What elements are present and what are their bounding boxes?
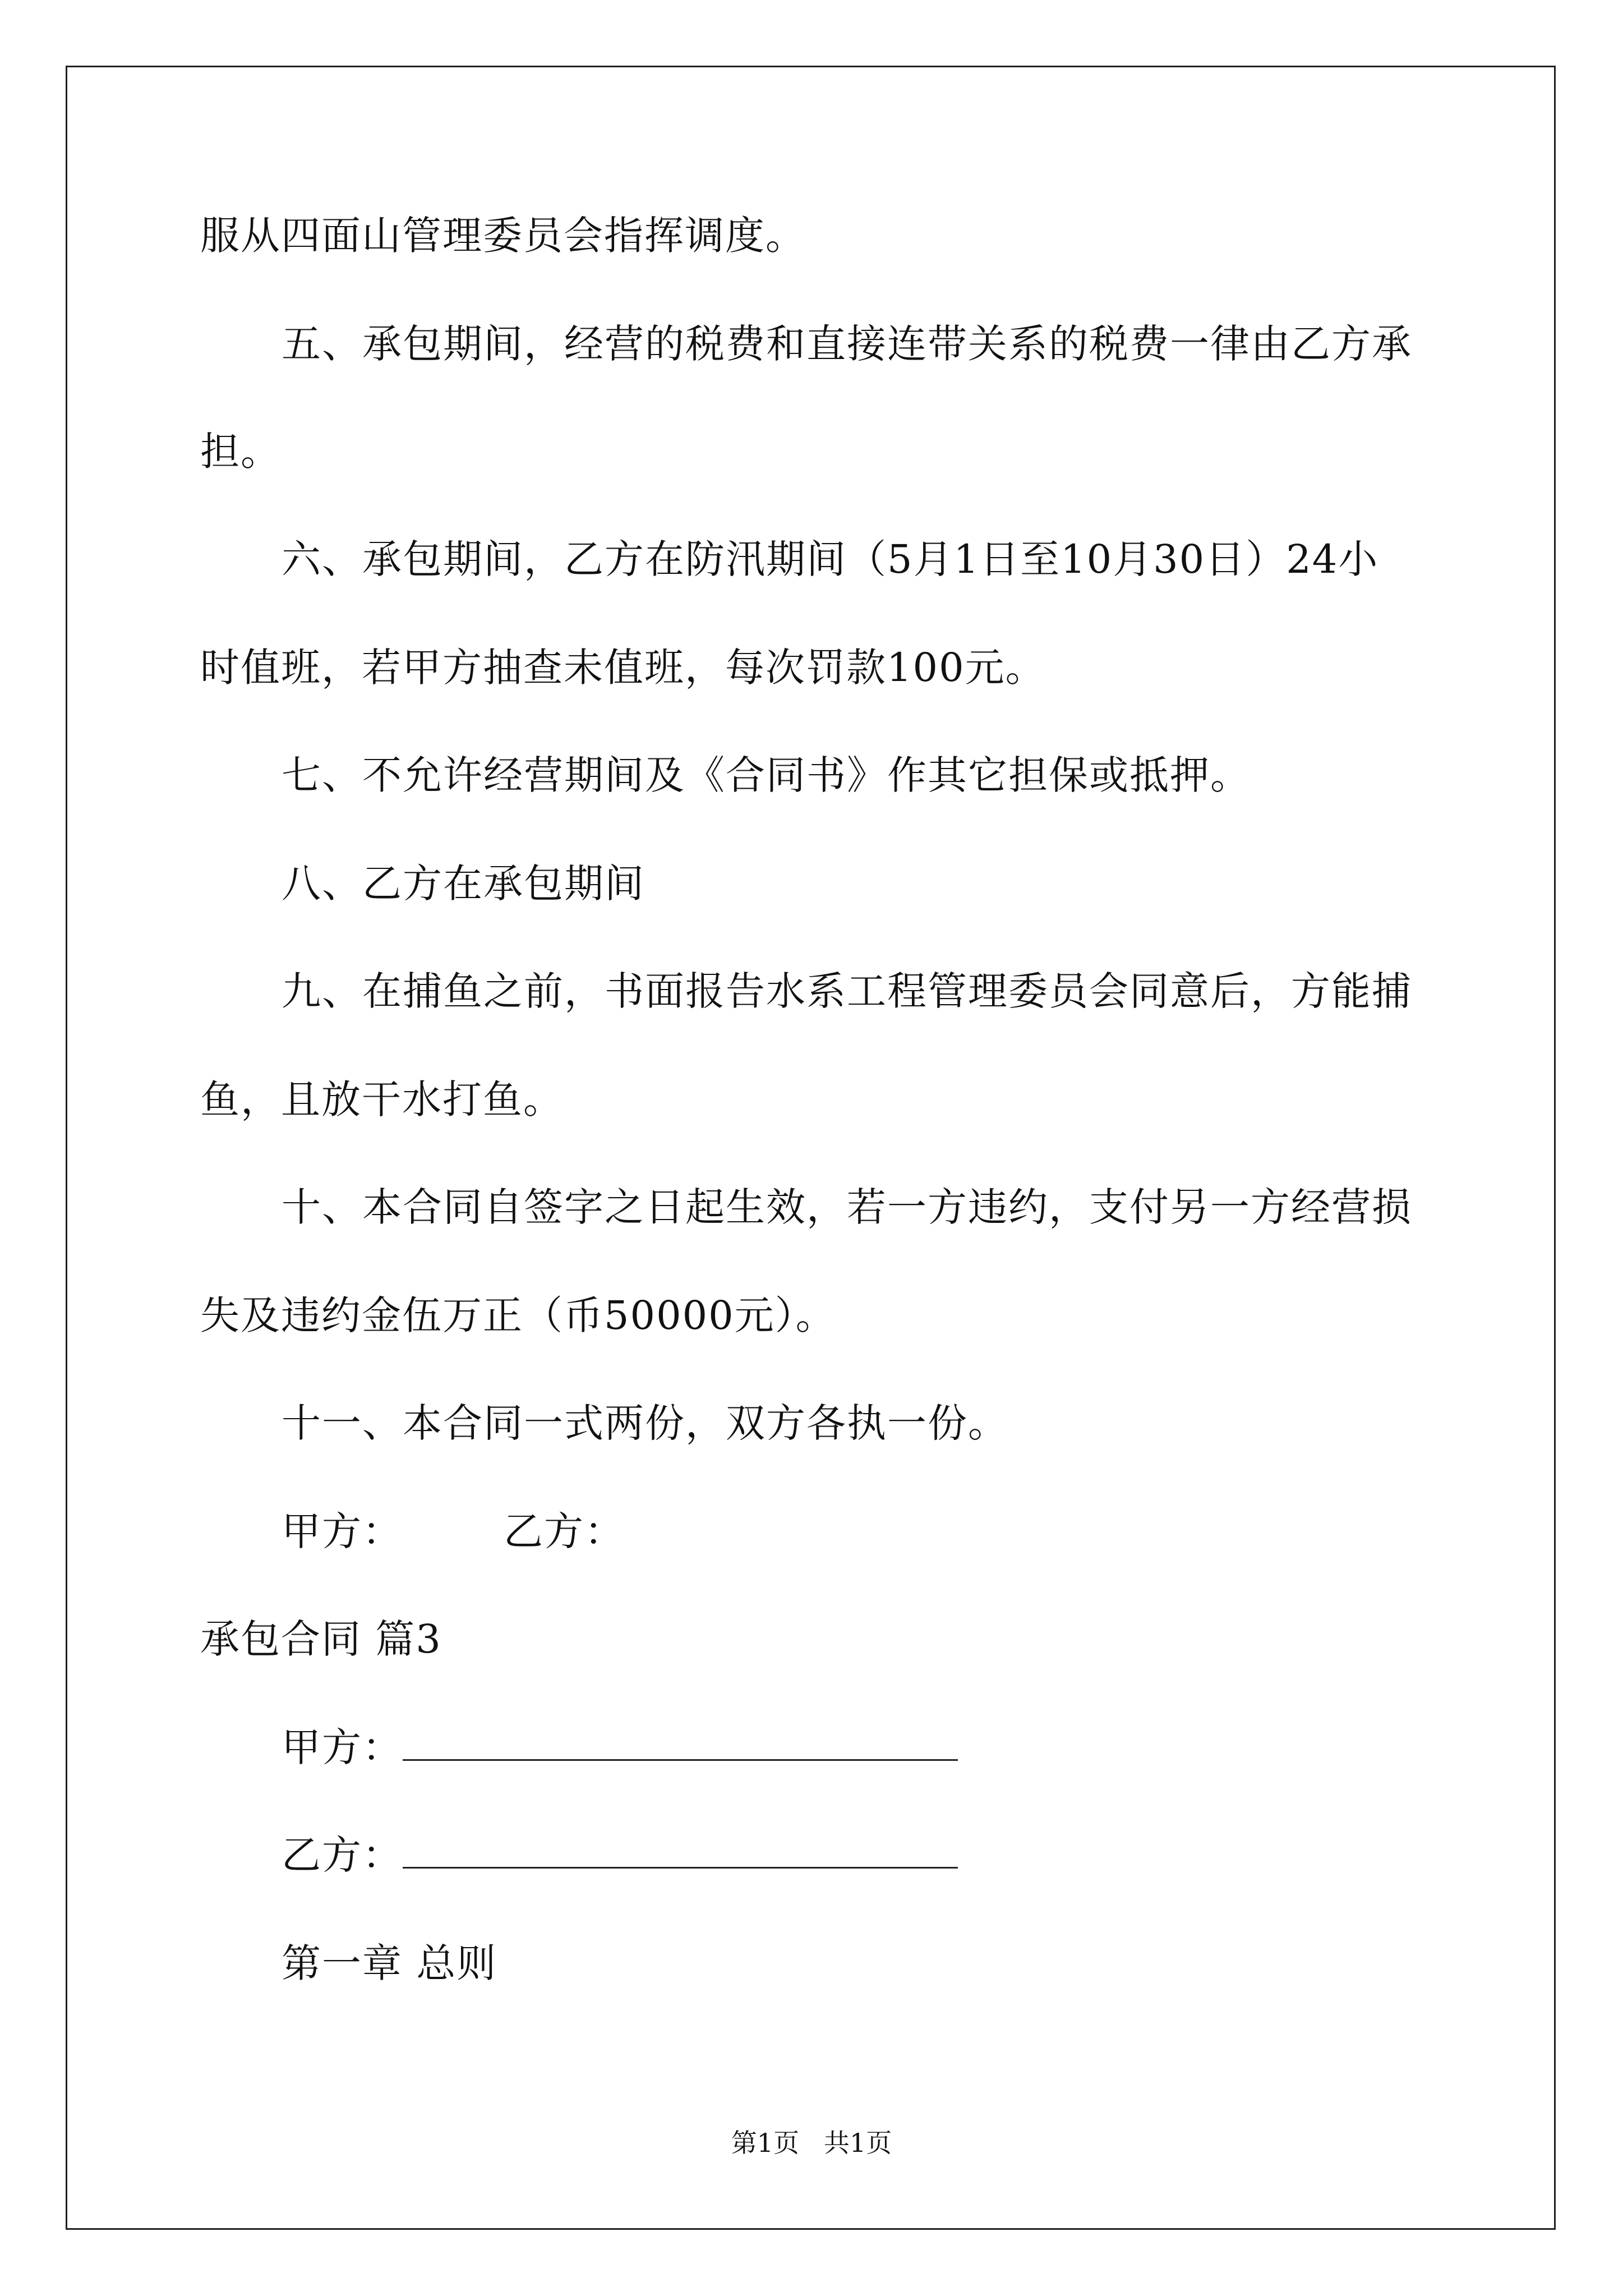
party-b-field (282, 1830, 958, 1880)
clause-10-line: 十、本合同自签字之日起生效，若一方违约，支付另一方经营损 (282, 1184, 1412, 1230)
party-b-label: 乙方： (282, 1832, 403, 1878)
party-a-field (282, 1722, 958, 1773)
clause-5-line: 五、承包期间，经营的税费和直接连带关系的税费一律由乙方承 (282, 321, 1412, 367)
party-b-signature-label: 乙方： (504, 1508, 625, 1554)
section-heading: 承包合同 篇3 (200, 1616, 442, 1662)
paragraph-line: 鱼，且放干水打鱼。 (200, 1076, 564, 1122)
page-border (66, 66, 1556, 2230)
clause-11-line: 十一、本合同一式两份，双方各执一份。 (282, 1400, 1008, 1446)
party-a-blank (403, 1724, 958, 1761)
paragraph-line: 失及违约金伍万正（币50000元）。 (200, 1292, 836, 1338)
party-a-signature-label: 甲方： (282, 1508, 403, 1554)
clause-6-line: 六、承包期间，乙方在防汛期间（5月1日至10月30日）24小 (282, 536, 1379, 582)
paragraph-line: 服从四面山管理委员会指挥调度。 (200, 213, 806, 259)
clause-7-line: 七、不允许经营期间及《合同书》作其它担保或抵押。 (282, 752, 1251, 798)
paragraph-line: 时值班，若甲方抽查未值班，每次罚款100元。 (200, 645, 1046, 691)
page-footer: 第1页 共1页 (731, 2128, 892, 2158)
clause-9-line: 九、在捕鱼之前，书面报告水系工程管理委员会同意后，方能捕 (282, 968, 1412, 1014)
party-a-label: 甲方： (282, 1724, 403, 1770)
paragraph-line: 担。 (200, 429, 281, 475)
clause-8-line: 八、乙方在承包期间 (282, 861, 645, 907)
chapter-heading: 第一章 总则 (282, 1940, 497, 1986)
signature-line (282, 1506, 625, 1557)
party-b-blank (403, 1832, 958, 1869)
